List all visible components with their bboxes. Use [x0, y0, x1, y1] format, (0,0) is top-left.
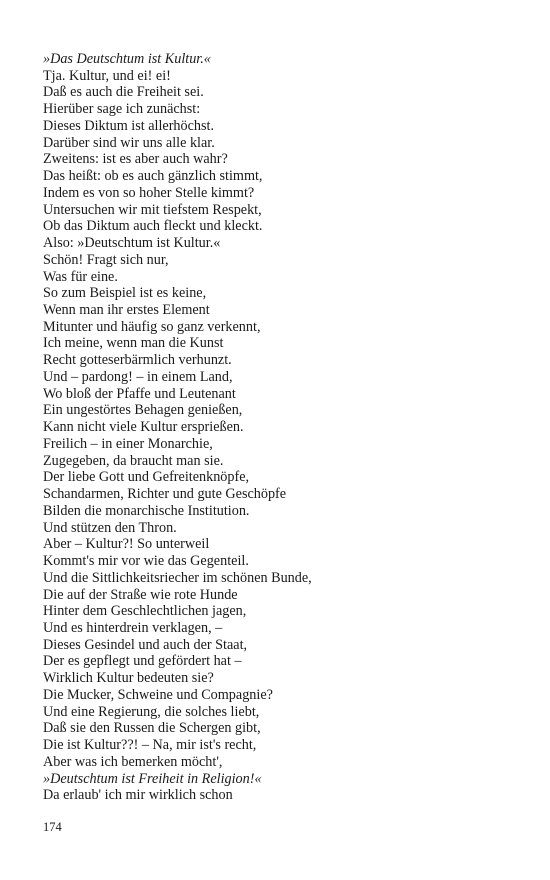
- poem-line: Und es hinterdrein verklagen, –: [43, 619, 223, 636]
- poem-line: Dieses Diktum ist allerhöchst.: [43, 117, 215, 134]
- poem-line: Aber was ich bemerken möcht',: [43, 753, 223, 770]
- poem-line: Und die Sittlichkeitsriecher im schönen Bunde,: [43, 569, 312, 586]
- poem-line: Daß es auch die Freiheit sei.: [43, 84, 204, 101]
- poem-line: Und eine Regierung, die solches liebt,: [43, 703, 260, 720]
- poem-line: Wenn man ihr erstes Element: [43, 302, 210, 319]
- poem-line: Wirklich Kultur bedeuten sie?: [43, 670, 214, 687]
- poem-line: Wo bloß der Pfaffe und Leutenant: [43, 385, 236, 402]
- poem-line: Schandarmen, Richter und gute Geschöpfe: [43, 486, 287, 503]
- poem-line: Aber – Kultur?! So unterweil: [43, 536, 210, 553]
- poem-line: Die ist Kultur??! – Na, mir ist's recht,: [43, 737, 257, 754]
- page-number: 174: [43, 820, 62, 834]
- poem-line: Darüber sind wir uns alle klar.: [43, 134, 215, 151]
- poem-line: Ob das Diktum auch fleckt und kleckt.: [43, 218, 263, 235]
- poem-line: Der liebe Gott und Gefreitenknöpfe,: [43, 469, 250, 486]
- poem-line: Die auf der Straße wie rote Hunde: [43, 586, 238, 603]
- poem-text: [43, 51, 523, 804]
- poem-line: Ich meine, wenn man die Kunst: [43, 335, 224, 352]
- poem-line: Bilden die monarchische Institution.: [43, 502, 250, 519]
- poem-line: Ein ungestörtes Behagen genießen,: [43, 402, 243, 419]
- poem-line: Was für eine.: [43, 268, 118, 285]
- poem-line: Mitunter und häufig so ganz verkennt,: [43, 318, 261, 335]
- poem-line: So zum Beispiel ist es keine,: [43, 285, 207, 302]
- poem-line: Recht gotteserbärmlich verhunzt.: [43, 352, 232, 369]
- poem-line: Kann nicht viele Kultur ersprießen.: [43, 419, 244, 436]
- poem-line: Untersuchen wir mit tiefstem Respekt,: [43, 201, 262, 218]
- poem-line: Schön! Fragt sich nur,: [43, 251, 169, 268]
- poem-line: Hinter dem Geschlechtlichen jagen,: [43, 603, 247, 620]
- poem-line: Der es gepflegt und gefördert hat –: [43, 653, 242, 670]
- poem-line: Hierüber sage ich zunächst:: [43, 101, 201, 118]
- poem-line: Daß sie den Russen die Schergen gibt,: [43, 720, 261, 737]
- poem-line: Indem es von so hoher Stelle kimmt?: [43, 184, 255, 201]
- poem-line: Zugegeben, da braucht man sie.: [43, 452, 224, 469]
- poem-line: Also: »Deutschtum ist Kultur.«: [43, 235, 221, 252]
- poem-line: »Das Deutschtum ist Kultur.«: [43, 51, 211, 67]
- poem-line: Zweitens: ist es aber auch wahr?: [43, 151, 228, 168]
- poem-line: Und stützen den Thron.: [43, 519, 177, 536]
- poem-line: Tja. Kultur, und ei! ei!: [43, 67, 171, 84]
- poem-line: Freilich – in einer Monarchie,: [43, 435, 213, 452]
- poem-line: »Deutschtum ist Freiheit in Religion!«: [43, 770, 262, 787]
- poem-line: Die Mucker, Schweine und Compagnie?: [43, 686, 273, 703]
- poem-line: Da erlaub' ich mir wirklich schon: [43, 787, 233, 804]
- poem-line: Dieses Gesindel und auch der Staat,: [43, 636, 248, 653]
- poem-line: Kommt's mir vor wie das Gegenteil.: [43, 553, 249, 570]
- poem-line: Und – pardong! – in einem Land,: [43, 368, 233, 385]
- poem-line: Das heißt: ob es auch gänzlich stimmt,: [43, 168, 263, 185]
